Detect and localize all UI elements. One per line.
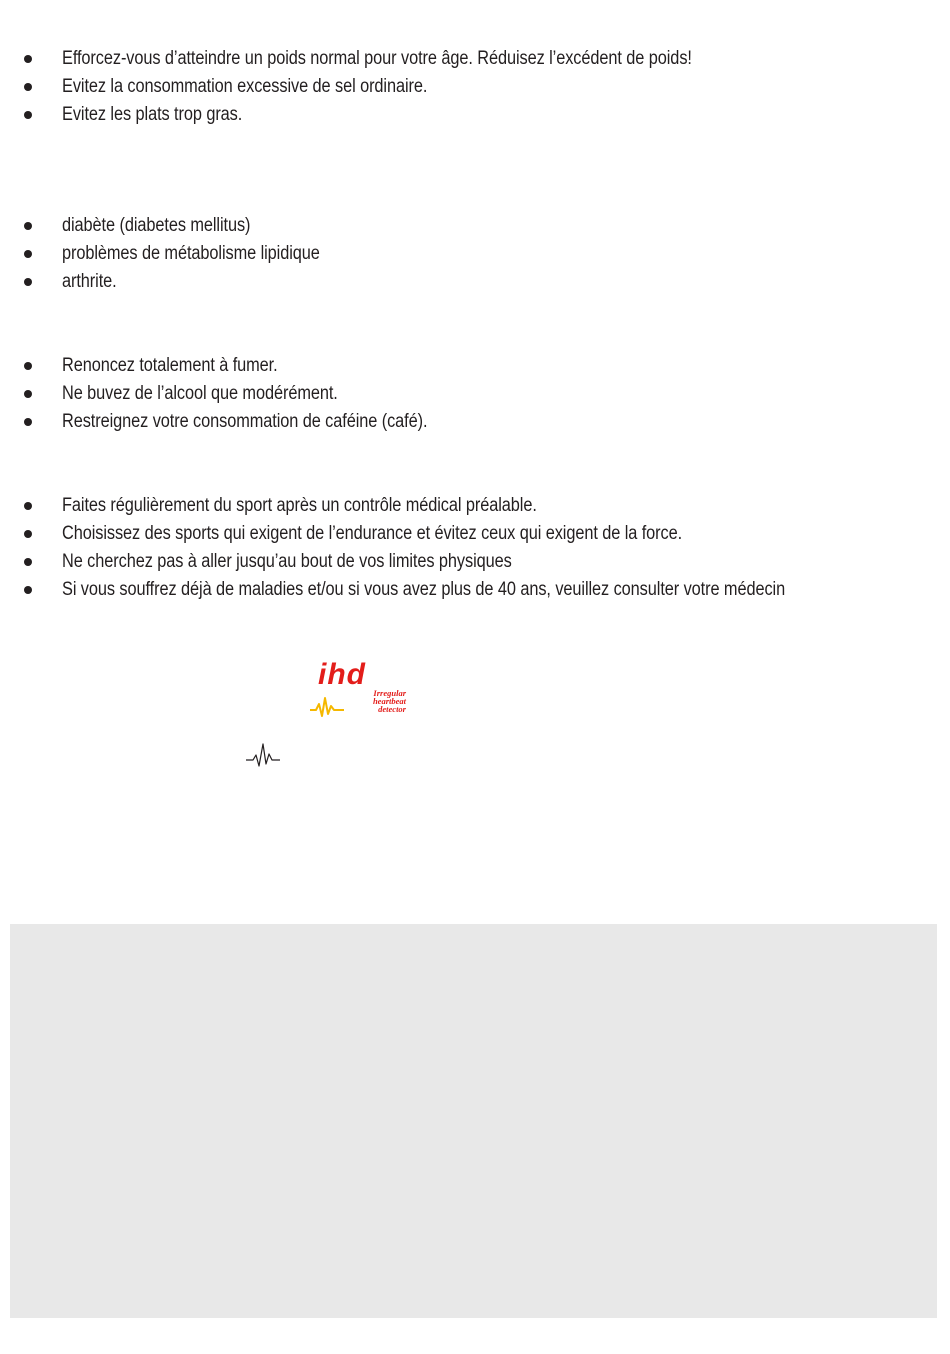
bullet-icon xyxy=(24,362,32,370)
logo-subtitle: Irregular heartbeat detector xyxy=(372,688,406,714)
bullet-icon xyxy=(24,111,32,119)
grey-panel xyxy=(10,924,937,1318)
logo-word: ihd xyxy=(318,658,366,691)
bullet-icon xyxy=(24,83,32,91)
bullet-icon xyxy=(24,558,32,566)
irregular-heartbeat-logo xyxy=(310,658,406,720)
pulse-wave-icon xyxy=(310,694,344,718)
bullet-icon xyxy=(24,250,32,258)
heartbeat-pulse-icon xyxy=(245,742,281,772)
bullet-icon xyxy=(24,502,32,510)
bullet-icon xyxy=(24,586,32,594)
bullet-icon xyxy=(24,278,32,286)
bullet-icon xyxy=(24,222,32,230)
bullet-icon xyxy=(24,390,32,398)
bullet-icon xyxy=(24,55,32,63)
bullet-icon xyxy=(24,530,32,538)
bullet-icon xyxy=(24,418,32,426)
